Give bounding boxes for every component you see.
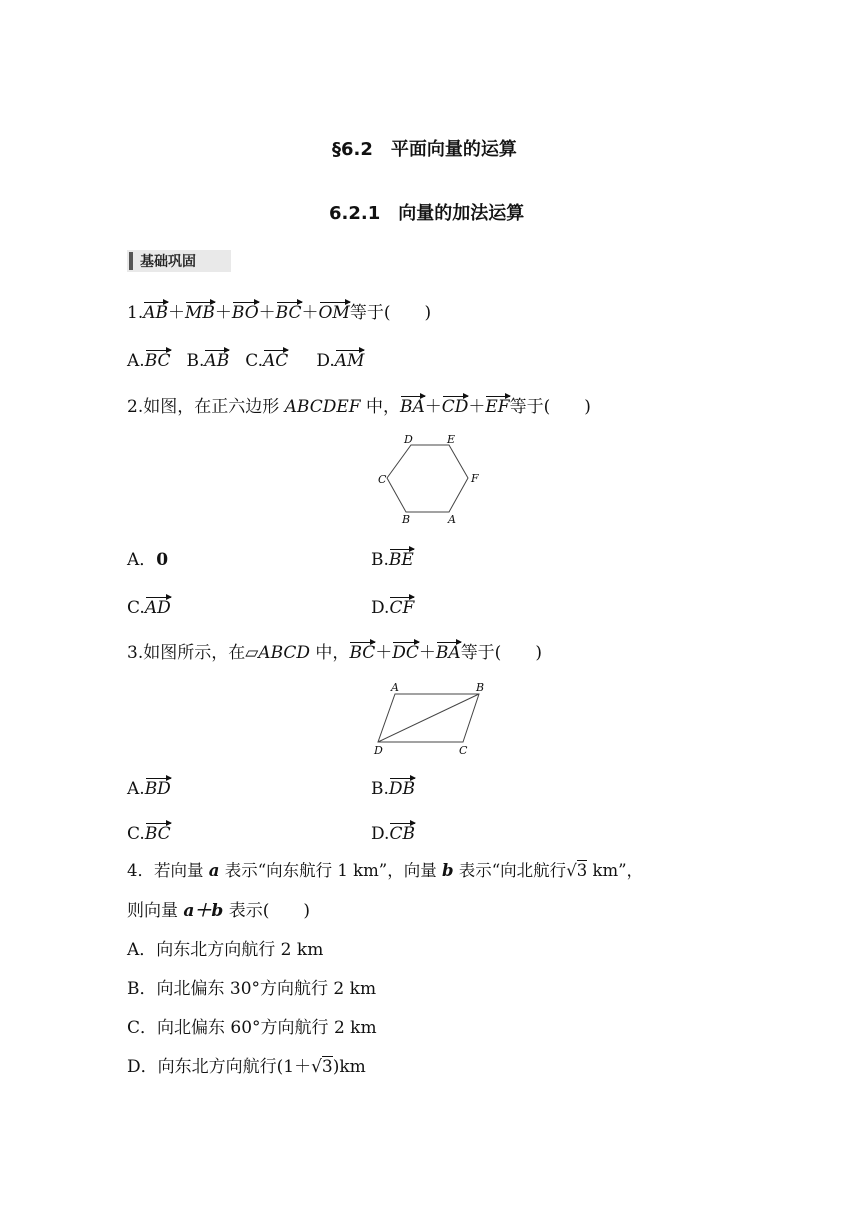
vertex-label: D [404, 433, 413, 446]
q2-option-c [127, 596, 171, 620]
option-label: C. [127, 824, 145, 844]
vector-sum: a＋b [183, 901, 224, 921]
plus-sign: ＋ [468, 397, 486, 417]
vertex-label: E [447, 433, 456, 446]
option-vector: AM [334, 351, 365, 371]
question-3 [127, 641, 542, 665]
option-vector: BC [144, 824, 171, 844]
question-4-line2 [127, 899, 310, 923]
q4-stem: 表示( ) [223, 901, 310, 921]
sqrt-value: 3 [576, 861, 588, 880]
sqrt-sign: √ [566, 861, 577, 880]
option-vector: BC [144, 351, 171, 371]
option-label: C. [245, 351, 264, 371]
question-1 [127, 301, 431, 325]
q2-stem: 中， [360, 397, 400, 417]
option-label: C. [127, 598, 145, 618]
vertex-label: F [471, 472, 479, 485]
option-label: A． [127, 550, 157, 570]
vertex-label: A [391, 681, 399, 694]
option-label: A. [127, 351, 145, 371]
option-vector: AB [204, 351, 230, 371]
parallelogram-figure [366, 680, 496, 758]
q2-option-d [371, 596, 414, 620]
vertex-label: A [448, 513, 456, 526]
q4-stem: 表示“向北航行 [453, 861, 567, 880]
vertex-label: B [402, 513, 411, 526]
q3-vector: BA [435, 643, 461, 663]
vertex-label: B [476, 681, 485, 694]
q4-stem: 表示“向东航行 1 km”，向量 [219, 861, 442, 880]
q1-vector: BO [231, 303, 259, 323]
vertex-label: C [378, 473, 387, 486]
hexagon-shape [387, 445, 468, 512]
q4-option-d [127, 1055, 366, 1079]
plus-sign: ＋ [301, 303, 319, 323]
q1-number: 1. [127, 303, 144, 323]
q2-tail: 等于( ) [509, 397, 591, 417]
q3-tail: 等于( ) [460, 643, 542, 663]
vector-b: b [441, 861, 454, 880]
hexagon-figure [372, 430, 488, 528]
q1-vector: BC [275, 303, 302, 323]
q3-option-b [371, 777, 415, 801]
q3-option-a [127, 777, 171, 801]
option-label: A. [127, 779, 145, 799]
q2-vector: EF [485, 397, 510, 417]
q4-stem: 则向量 [127, 901, 184, 921]
plus-sign: ＋ [418, 643, 436, 663]
q3-option-d [371, 822, 415, 846]
option-label: D. [371, 824, 390, 844]
q3-option-c [127, 822, 171, 846]
option-label: B. [371, 779, 389, 799]
plus-sign: ＋ [168, 303, 186, 323]
diagonal-db [378, 694, 479, 742]
q3-stem: 3.如图所示，在▱ [127, 643, 259, 663]
option-vector: AD [144, 598, 171, 618]
q2-stem: 2.如图，在正六边形 [127, 397, 285, 417]
q3-figure-name: ABCD [258, 643, 311, 663]
zero-vector: 0 [156, 550, 169, 570]
plus-sign: ＋ [214, 303, 232, 323]
section-title: §6.2 平面向量的运算 [332, 139, 517, 160]
q3-stem: 中， [310, 643, 350, 663]
q4-stem: 4．若向量 [127, 861, 209, 880]
q3-vector: DC [392, 643, 419, 663]
q2-option-b [371, 548, 414, 572]
question-2 [127, 395, 591, 419]
option-vector: BD [144, 779, 171, 799]
option-label: B. [186, 351, 205, 371]
vertex-label: C [459, 744, 468, 757]
q1-tail: 等于( ) [349, 303, 432, 323]
option-label: D. [371, 598, 390, 618]
option-text: D．向东北方向航行(1＋ [127, 1057, 312, 1077]
q2-vector: BA [399, 397, 425, 417]
plus-sign: ＋ [258, 303, 276, 323]
q2-option-a [127, 548, 168, 572]
q4-stem: km”， [587, 861, 644, 880]
badge-bar [129, 252, 133, 270]
q4-option-b: B．向北偏东 30°方向航行 2 km [127, 979, 377, 999]
option-label: B. [371, 550, 389, 570]
sqrt-value: 3 [321, 1057, 333, 1077]
badge-label: 基础巩固 [140, 254, 196, 270]
option-vector: BE [388, 550, 414, 570]
option-vector: CF [389, 598, 415, 618]
question-4-line1 [127, 859, 643, 883]
option-vector: DB [388, 779, 416, 799]
q3-vector: BC [349, 643, 376, 663]
q2-figure-name: ABCDEF [284, 397, 361, 417]
subsection-title: 6.2.1 向量的加法运算 [329, 203, 525, 224]
q2-vector: CD [441, 397, 469, 417]
q1-vector: OM [318, 303, 350, 323]
option-label: D. [316, 351, 335, 371]
option-vector: AC [263, 351, 289, 371]
q1-vector: MB [185, 303, 215, 323]
q4-option-c: C．向北偏东 60°方向航行 2 km [127, 1018, 377, 1038]
vector-a: a [208, 861, 220, 880]
q1-vector: AB [143, 303, 169, 323]
q1-options [127, 349, 364, 373]
sqrt-sign: √ [311, 1057, 322, 1077]
q4-option-a: A．向东北方向航行 2 km [127, 940, 324, 960]
option-vector: CB [389, 824, 415, 844]
plus-sign: ＋ [375, 643, 393, 663]
plus-sign: ＋ [424, 397, 442, 417]
vertex-label: D [374, 744, 383, 757]
option-text: )km [332, 1057, 366, 1077]
